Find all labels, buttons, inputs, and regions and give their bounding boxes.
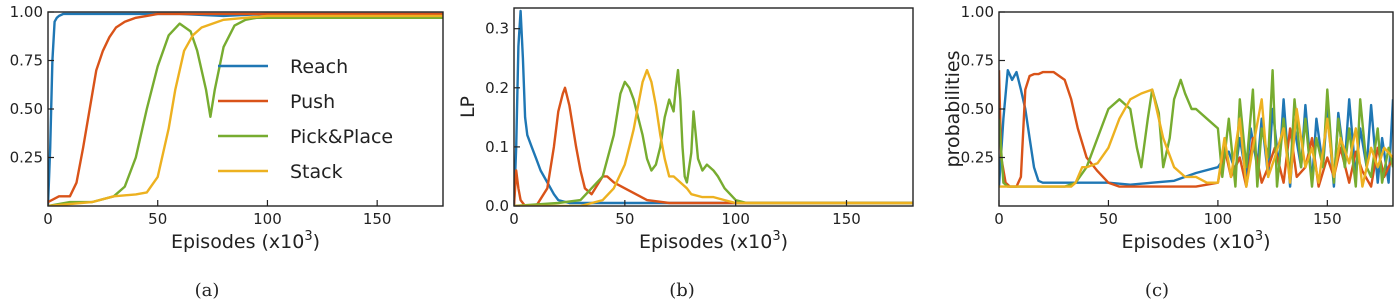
x-axis-label-text: Episodes (x10 — [1121, 231, 1255, 253]
legend-label: Pick&Place — [290, 126, 394, 148]
series-line-pick-place — [48, 18, 443, 206]
series-group — [514, 11, 913, 206]
y-tick-label: 0.25 — [960, 148, 994, 167]
series-line-reach — [514, 11, 913, 206]
legend — [218, 56, 393, 183]
x-axis-label-text: Episodes (x10 — [170, 231, 305, 253]
x-tick-label: 50 — [615, 210, 635, 228]
x-axis-label-text: Episodes (x10 — [638, 231, 773, 253]
y-axis-label: probabilities — [942, 50, 964, 168]
x-axis-label-sup: 3 — [304, 229, 313, 244]
y-tick-label: 0.1 — [485, 137, 509, 156]
series-line-push — [514, 88, 913, 206]
y-tick-label: 1.00 — [9, 3, 43, 21]
y-tick-label: 0.0 — [485, 197, 509, 215]
x-tick-label: 100 — [253, 210, 282, 228]
y-axis-label: LP — [457, 95, 479, 119]
x-axis-label — [639, 229, 788, 253]
chart-panel-c — [942, 3, 1393, 301]
x-tick-label: 50 — [1098, 210, 1118, 228]
x-axis-label-close: ) — [780, 231, 789, 253]
panel-caption: (c) — [1144, 280, 1170, 301]
x-axis-label-close: ) — [1263, 231, 1271, 253]
y-tick-label: 0.25 — [9, 148, 43, 167]
y-tick-label: 0.3 — [485, 19, 509, 38]
x-tick-label: 0 — [43, 210, 53, 228]
panel-caption: (a) — [194, 280, 220, 301]
y-tick-label: 0.75 — [960, 51, 994, 70]
x-axis-label — [171, 229, 320, 253]
legend-label: Reach — [290, 56, 349, 78]
series-group — [48, 14, 443, 206]
y-tick-label: 0.50 — [960, 100, 994, 118]
x-tick-label: 100 — [721, 210, 750, 228]
x-tick-label: 50 — [148, 210, 168, 228]
x-axis-label-sup: 3 — [772, 229, 781, 244]
x-tick-label: 150 — [1313, 210, 1342, 228]
x-tick-label: 150 — [362, 210, 392, 228]
x-tick-label: 0 — [994, 210, 1004, 228]
x-axis-label — [1121, 229, 1270, 253]
chart-panel-b — [457, 8, 913, 301]
legend-label: Push — [290, 91, 336, 113]
x-tick-label: 150 — [832, 210, 861, 228]
x-axis-label-sup: 3 — [1254, 229, 1264, 244]
x-tick-label: 0 — [509, 210, 519, 228]
x-tick-label: 100 — [1203, 210, 1233, 228]
series-line-push — [48, 14, 443, 202]
legend-label: Stack — [290, 161, 343, 183]
y-tick-label: 0.50 — [9, 100, 43, 118]
x-axis-label-close: ) — [312, 231, 321, 253]
y-tick-label: 0.2 — [485, 78, 509, 97]
chart-panel-a — [10, 3, 443, 301]
y-tick-label: 0.75 — [9, 51, 43, 70]
y-tick-label: 1.00 — [960, 3, 994, 21]
plot-frame — [514, 8, 913, 206]
panel-caption: (b) — [669, 280, 695, 301]
series-group — [999, 70, 1393, 186]
